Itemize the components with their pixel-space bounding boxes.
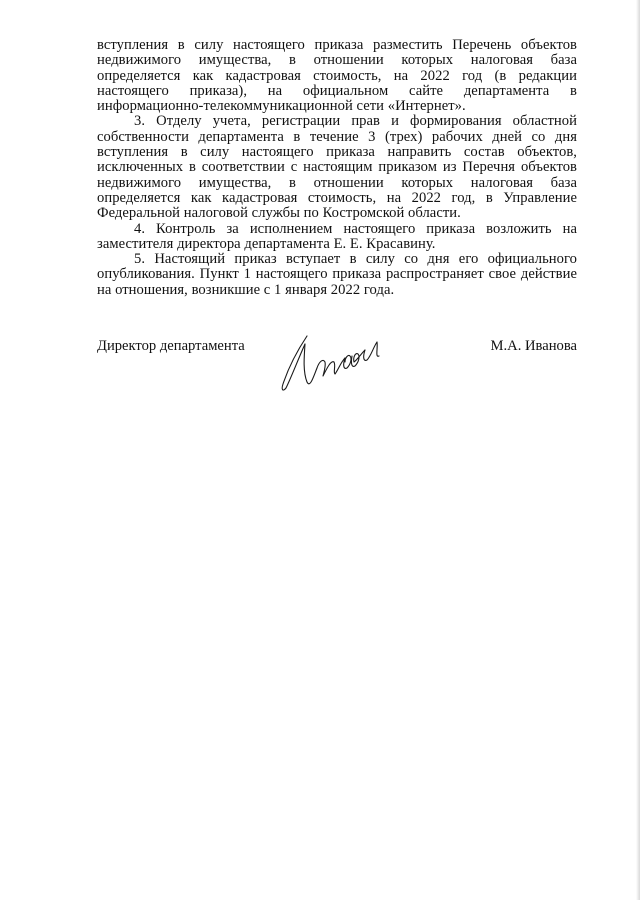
- signatory-title: Директор департамента: [97, 338, 245, 354]
- paragraph-item-4: 4. Контроль за исполнением настоящего приказа возложить на заместителя директора департамента Е. Е. Красавину.: [97, 220, 577, 252]
- scan-edge: [636, 0, 640, 900]
- handwritten-signature: [277, 328, 395, 400]
- paragraph-item-3: 3. Отделу учета, регистрации прав и формирования областной собственности департамента в течение 3 (трех) рабочих дней со дня вступления в силу настоящего приказа направить состав объектов, исключенных в соответствии с настоящим приказом из Перечня объектов недвижимого имущества, в отношении которых налоговая база определяется как кадастровая стоимость, на 2022 год, в Управление Федеральной налоговой службы по Костромской области.: [97, 113, 577, 222]
- document-body: [97, 38, 577, 298]
- paragraph-item-5: 5. Настоящий приказ вступает в силу со дня его официального опубликования. Пункт 1 настоящего приказа распространяет свое действие на отношения, возникшие с 1 января 2022 года.: [97, 251, 577, 298]
- paragraph-continuation: вступления в силу настоящего приказа разместить Перечень объектов недвижимого имущества, в отношении которых налоговая база определяется как кадастровая стоимость, на 2022 год (в редакции настоящего приказа), на официальном сайте департамента в информационно-телекоммуникационной сети «Интернет».: [97, 37, 577, 115]
- signatory-name: М.А. Иванова: [490, 338, 577, 354]
